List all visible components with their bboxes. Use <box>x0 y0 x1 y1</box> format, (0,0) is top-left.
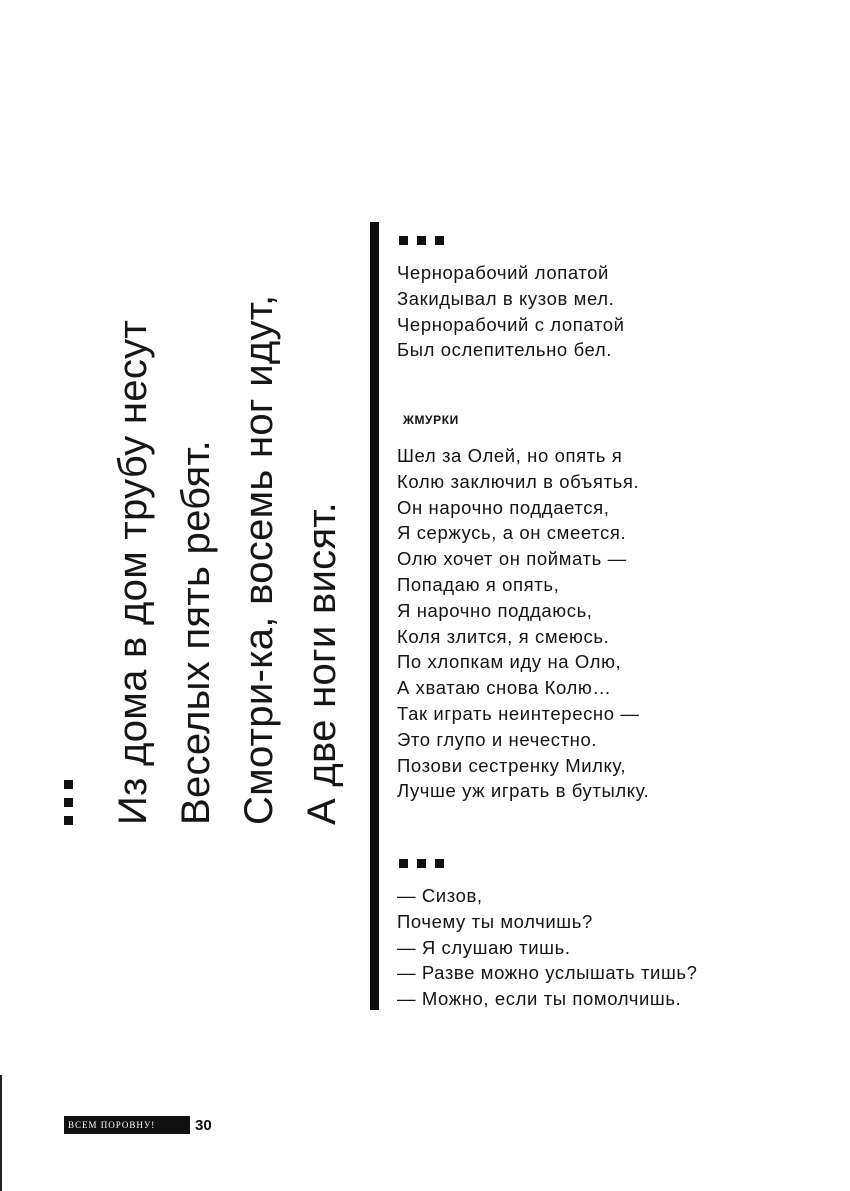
section-marker-dots <box>60 765 74 825</box>
poem-line: Позови сестренку Милку, <box>397 754 627 776</box>
poem-line: Так играть неинтересно — <box>397 702 640 724</box>
poem-line: — Сизов, <box>397 885 483 906</box>
poem-line: Попадаю я опять, <box>397 573 560 595</box>
poem-line: Это глупо и нечестно. <box>397 728 598 750</box>
vertical-rule <box>370 222 379 1010</box>
poem-line: Чернорабочий с лопатой <box>397 313 625 335</box>
poem-line: — Я слушаю тишь. <box>397 936 571 958</box>
marker-square <box>399 859 408 868</box>
poem-line: А две ноги висят. <box>300 501 344 825</box>
poem-line: Я нарочно поддаюсь, <box>397 599 593 621</box>
poem-line: По хлопкам иду на Олю, <box>397 651 622 673</box>
poem-title: ЖМУРКИ <box>403 413 459 427</box>
poem-line: Колю заключил в объятья. <box>397 470 640 492</box>
poem-line: Олю хочет он поймать — <box>397 548 627 570</box>
marker-square <box>435 236 444 245</box>
poem-line: Чернорабочий лопатой <box>397 262 609 283</box>
marker-square <box>435 859 444 868</box>
marker-square <box>64 816 73 825</box>
marker-square <box>64 798 73 807</box>
page-footer <box>64 1115 212 1135</box>
page-number: 30 <box>195 1116 212 1134</box>
poem-line: А хватаю снова Колю… <box>397 677 612 699</box>
poem-line: Из дома в дом трубу несут <box>111 319 155 825</box>
poem-line: Коля злится, я смеюсь. <box>397 625 610 647</box>
poem-two <box>397 443 649 804</box>
section-marker-dots <box>399 232 453 242</box>
poem-line: Закидывал в кузов мел. <box>397 287 615 309</box>
rotated-poem-lines <box>102 295 354 825</box>
poem-line: Почему ты молчишь? <box>397 910 593 932</box>
poem-line: — Разве можно услышать тишь? <box>397 962 698 984</box>
marker-square <box>417 859 426 868</box>
marker-square <box>399 236 408 245</box>
poem-line: Был ослепительно бел. <box>397 339 612 361</box>
poem-line: Я сержусь, а он смеется. <box>397 522 627 544</box>
page-edge-line <box>0 1075 2 1191</box>
rotated-poem <box>60 205 344 825</box>
marker-square <box>417 236 426 245</box>
footer-banner: ВСЕМ ПОРОВНУ! <box>64 1116 190 1134</box>
marker-square <box>64 780 73 789</box>
poem-one <box>397 260 625 363</box>
poem-line: Веселых пять ребят. <box>174 439 218 825</box>
poem-line: Он нарочно поддается, <box>397 496 610 518</box>
poem-three <box>397 883 698 1012</box>
poem-line: Смотри-ка, восемь ног идут, <box>237 294 281 825</box>
poem-line: Шел за Олей, но опять я <box>397 445 623 466</box>
poem-line: — Можно, если ты помолчишь. <box>397 988 682 1010</box>
section-marker-dots <box>399 855 453 865</box>
poem-line: Лучше уж играть в бутылку. <box>397 780 650 802</box>
